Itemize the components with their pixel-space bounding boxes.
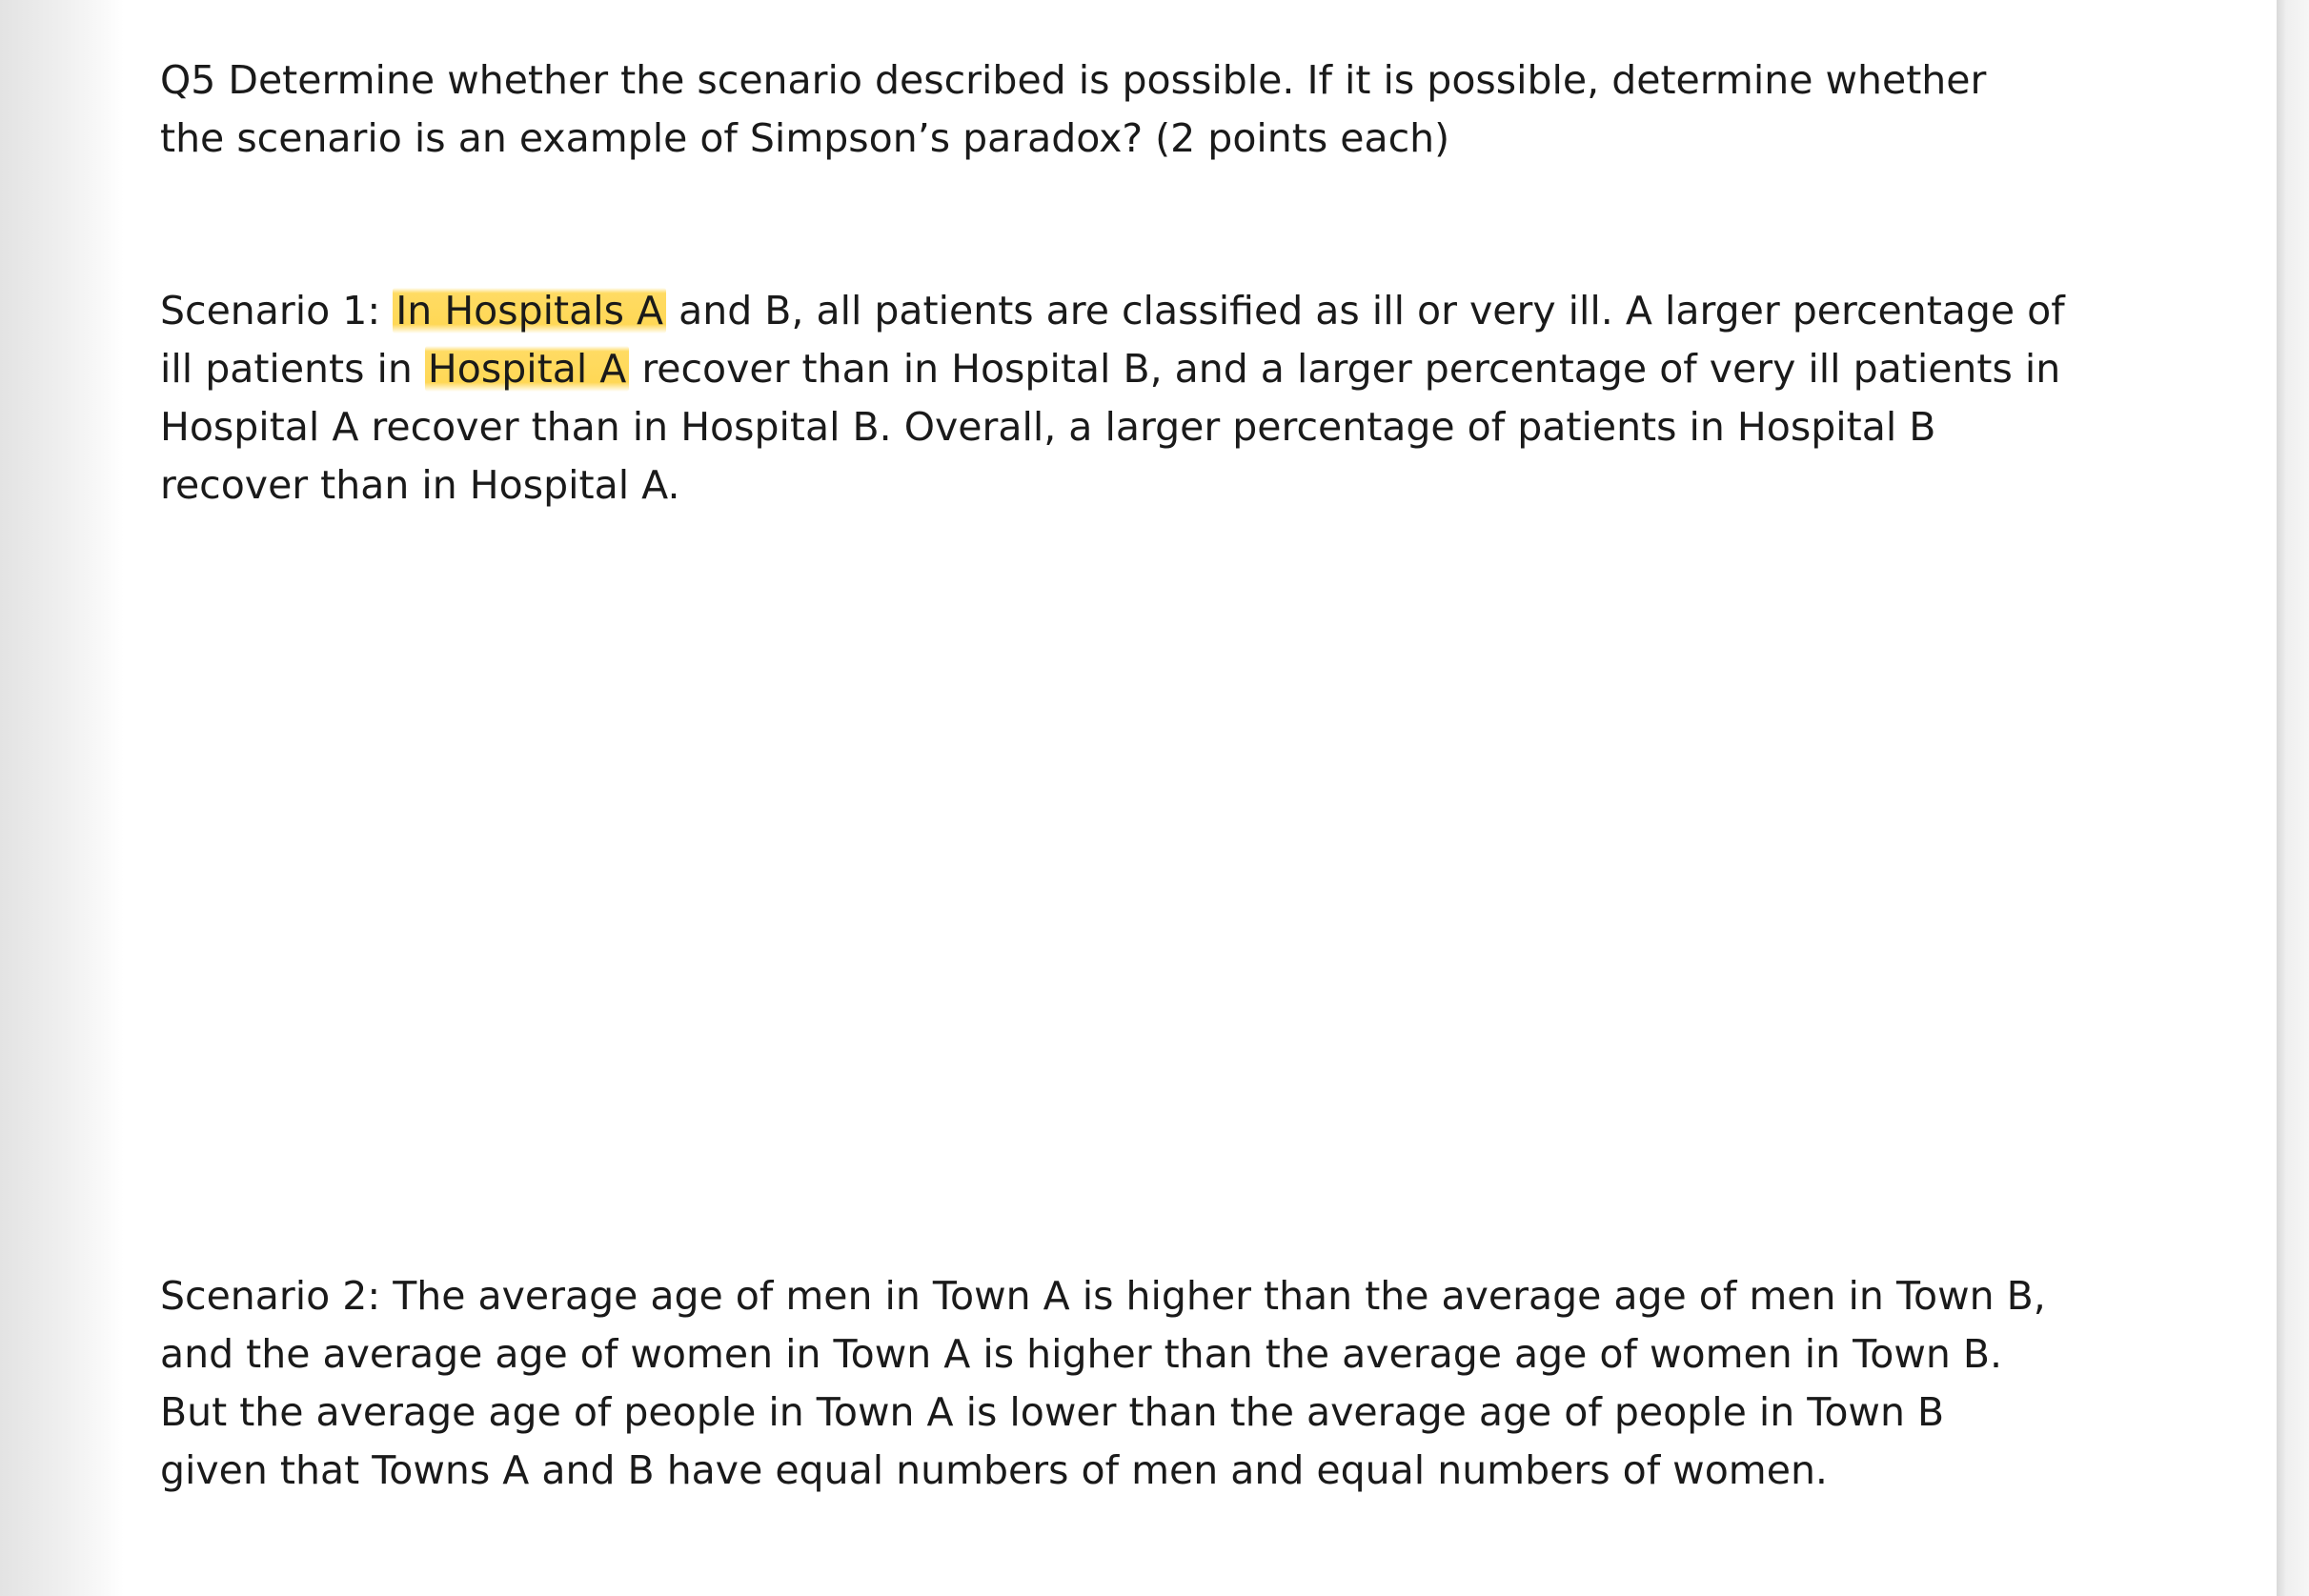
question-line-2: the scenario is an example of Simpson’s paradox? (2 points each) <box>160 115 1450 161</box>
scenario-1-line-2 <box>160 340 2104 398</box>
scenario-2-line-1: Scenario 2: The average age of men in Town A is higher than the average age of men in Town B, <box>160 1273 2046 1319</box>
scenario-1-line-3: Hospital A recover than in Hospital B. Overall, a larger percentage of patients in Hospital B <box>160 404 1936 450</box>
scenario-2-line-3: But the average age of people in Town A is lower than the average age of people in Town B <box>160 1389 1945 1435</box>
scenario-1-line-4: recover than in Hospital A. <box>160 462 680 508</box>
scenario-2-line-2: and the average age of women in Town A is higher than the average age of women in Town B. <box>160 1331 2003 1377</box>
scenario-1-paragraph <box>160 282 2104 515</box>
scenario-1-line-1-prefix: Scenario 1: <box>160 288 394 333</box>
document-page <box>124 0 2277 1596</box>
highlight-hospital-a: Hospital A <box>425 346 629 392</box>
highlight-in-hospitals-a: In Hospitals A <box>393 288 666 333</box>
scenario-2-paragraph <box>160 1267 2104 1500</box>
scenario-1-line-2-prefix: ill patients in <box>160 346 425 392</box>
scenario-2-line-4: given that Towns A and B have equal numbers of men and equal numbers of women. <box>160 1447 1828 1493</box>
scenario-1-line-1-suffix: and B, all patients are classified as ill or very ill. A larger percentage of <box>666 288 2065 333</box>
question-line-1: Q5 Determine whether the scenario described is possible. If it is possible, determine whether <box>160 57 1987 103</box>
page-left-shadow <box>0 0 124 1596</box>
scenario-1-line-1 <box>160 282 2104 340</box>
scenario-1-line-2-suffix: recover than in Hospital B, and a larger percentage of very ill patients in <box>629 346 2061 392</box>
page-right-edge <box>2277 0 2309 1596</box>
question-paragraph <box>160 51 2104 168</box>
